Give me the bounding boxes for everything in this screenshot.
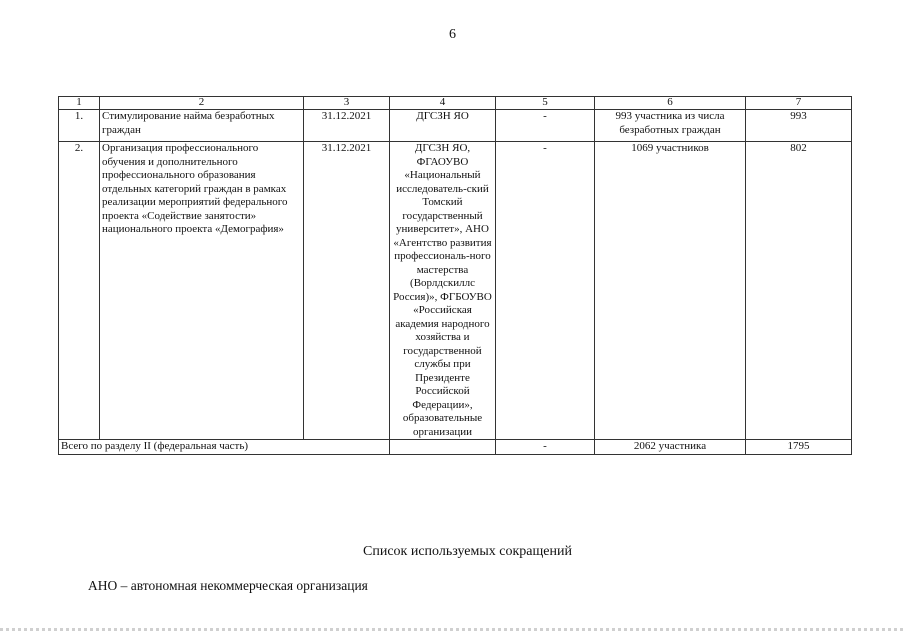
measure-name: Стимулирование найма безработных граждан [100,110,304,142]
column-5-value: - [496,110,595,142]
value: 993 [746,110,852,142]
abbreviation-item: АНО – автономная некоммерческая организация [88,578,368,593]
total-label: Всего по разделу II (федеральная часть) [59,440,390,455]
header-cell: 1 [59,97,100,110]
header-cell: 7 [746,97,852,110]
page-number: 6 [449,27,456,42]
empty-cell [390,440,496,455]
measure-name: Организация профессионального обучения и дополнительного профессионального образования отдельных категорий граждан в рамках реализации мероприятий федерального проекта «Содействие занятости» национального проекта «Демография» [100,142,304,440]
total-value: 1795 [746,440,852,455]
abbreviations-title: Список используемых сокращений [363,544,572,559]
executor: ДГСЗН ЯО, ФГАОУВО «Национальный исследователь-ский Томский государственный университет», АНО «Агентство развития профессиональ-ного мастерства (Ворлдскиллс Россия)», ФГБОУВО «Российская академия народного хозяйства и государственной службы при Президенте Российской Федерации», образовательные организации [390,142,496,440]
total-column-5: - [496,440,595,455]
header-cell: 2 [100,97,304,110]
participants: 1069 участников [595,142,746,440]
participants: 993 участника из числа безработных граждан [595,110,746,142]
column-5-value: - [496,142,595,440]
table-row [59,142,852,440]
row-number: 2. [59,142,100,440]
scan-edge-artifact [0,628,905,631]
measures-table [58,96,852,455]
value: 802 [746,142,852,440]
deadline-date: 31.12.2021 [304,142,390,440]
executor: ДГСЗН ЯО [390,110,496,142]
deadline-date: 31.12.2021 [304,110,390,142]
header-cell: 5 [496,97,595,110]
table-total-row [59,440,852,455]
header-cell: 4 [390,97,496,110]
header-cell: 3 [304,97,390,110]
header-cell: 6 [595,97,746,110]
total-participants: 2062 участника [595,440,746,455]
table-header-row [59,97,852,110]
row-number: 1. [59,110,100,142]
table-row [59,110,852,142]
